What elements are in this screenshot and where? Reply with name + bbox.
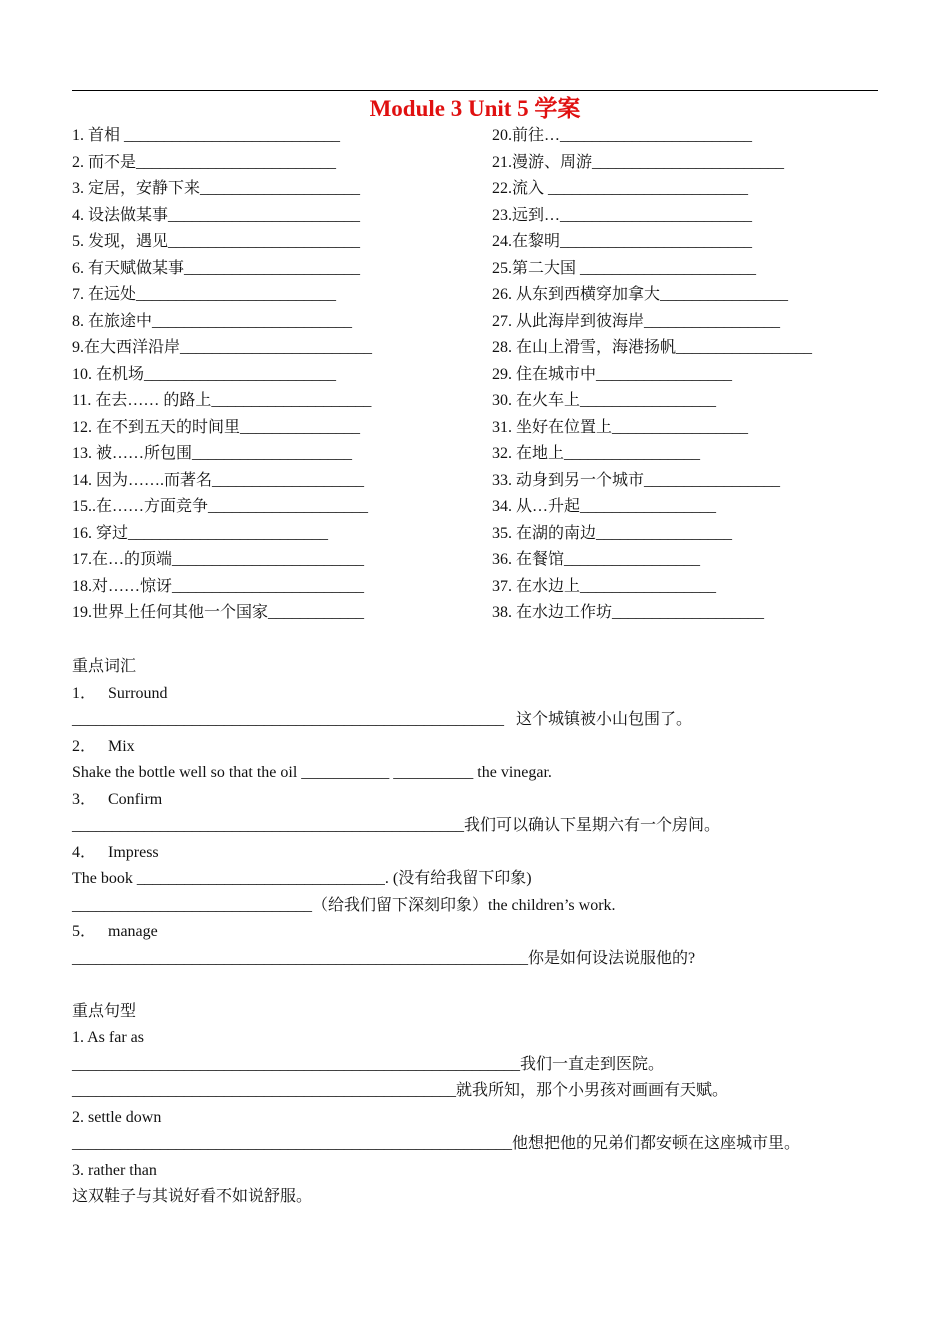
key-vocab-line: 2． Mix <box>72 737 135 755</box>
key-sentences-heading: 重点句型 <box>72 1002 137 1020</box>
vocab-item: 32. 在地上_________________ <box>492 445 701 462</box>
vocab-item: 21.漫游、周游________________________ <box>492 153 785 171</box>
vocab-item: 38. 在水边工作坊___________________ <box>492 604 765 621</box>
key-sentence-line: 这双鞋子与其说好看不如说舒服。 <box>72 1188 313 1205</box>
key-sentence-line: ________________________________________________就我所知，那个小男孩对画画有天赋。 <box>72 1082 729 1099</box>
vocab-item: 20.前往…________________________ <box>492 127 753 144</box>
vocab-item: 8. 在旅途中_________________________ <box>72 312 353 330</box>
vocab-item: 11. 在去…… 的路上____________________ <box>72 392 372 409</box>
vocab-item: 5. 发现，遇见________________________ <box>72 233 361 250</box>
vocab-item: 35. 在湖的南边_________________ <box>492 524 733 542</box>
vocab-item: 4. 设法做某事________________________ <box>72 206 361 224</box>
key-vocab-line: 3． Confirm <box>72 790 163 808</box>
vocab-item: 18.对……惊讶________________________ <box>72 577 365 595</box>
key-sections <box>72 654 892 1211</box>
vocab-item: 34. 从…升起_________________ <box>492 498 717 515</box>
vocab-item: 16. 穿过_________________________ <box>72 524 329 542</box>
vocab-item: 9.在大西洋沿岸________________________ <box>72 339 373 356</box>
vocab-item: 31. 坐好在位置上_________________ <box>492 418 749 436</box>
key-sentence-line: 3. rather than <box>72 1161 157 1179</box>
key-vocab-heading: 重点词汇 <box>72 658 137 675</box>
top-rule <box>72 90 878 91</box>
vocab-item: 2. 而不是_________________________ <box>72 153 337 171</box>
section-gap <box>72 972 892 999</box>
vocab-item: 24.在黎明________________________ <box>492 233 753 250</box>
vocab-item: 27. 从此海岸到彼海岸_________________ <box>492 312 781 330</box>
vocab-item: 28. 在山上滑雪，海港扬帆_________________ <box>492 339 813 356</box>
vocab-item: 36. 在餐馆_________________ <box>492 551 701 568</box>
key-vocab-line: 4． Impress <box>72 843 159 861</box>
vocab-item: 25.第二大国 ______________________ <box>492 259 757 277</box>
key-sentence-line: ________________________________________________________我们一直走到医院。 <box>72 1055 665 1073</box>
key-sentence-line: 2. settle down <box>72 1108 162 1126</box>
vocab-item: 17.在…的顶端________________________ <box>72 551 365 568</box>
key-vocab-line: 5． manage <box>72 923 158 940</box>
key-vocab-line: _________________________________________________________你是如何设法说服他的? <box>72 949 696 967</box>
key-vocab-line: ______________________________（给我们留下深刻印象）the children’s work. <box>72 896 616 914</box>
key-vocab-line: Shake the bottle well so that the oil ___________ __________ the vinegar. <box>72 764 552 781</box>
vocab-item: 6. 有天赋做某事______________________ <box>72 259 361 277</box>
key-vocab-line: ______________________________________________________ 这个城镇被小山包围了。 <box>72 711 693 728</box>
vocab-item: 15..在……方面竞争____________________ <box>72 498 369 515</box>
key-vocab-line: The book _______________________________. (没有给我留下印象) <box>72 870 532 887</box>
key-vocab-line: _________________________________________________我们可以确认下星期六有一个房间。 <box>72 817 721 834</box>
vocab-item: 13. 被……所包围____________________ <box>72 445 353 462</box>
vocab-item: 1. 首相 ___________________________ <box>72 127 341 144</box>
vocab-item: 33. 动身到另一个城市_________________ <box>492 471 781 489</box>
vocab-item: 19.世界上任何其他一个国家____________ <box>72 604 365 621</box>
key-vocab-line: 1． Surround <box>72 684 168 702</box>
page-title: Module 3 Unit 5 学案 <box>369 96 581 121</box>
key-sentence-line: 1. As far as <box>72 1029 144 1046</box>
vocab-item: 12. 在不到五天的时间里_______________ <box>72 418 361 436</box>
vocab-item: 3. 定居，安静下来____________________ <box>72 180 361 197</box>
vocab-item: 10. 在机场________________________ <box>72 365 337 383</box>
vocab-column-right <box>492 123 812 627</box>
vocab-item: 37. 在水边上_________________ <box>492 577 717 595</box>
key-sentence-line: _______________________________________________________他想把他的兄弟们都安顿在这座城市里。 <box>72 1135 801 1152</box>
vocab-item: 29. 住在城市中_________________ <box>492 365 733 383</box>
vocab-item: 14. 因为…….而著名___________________ <box>72 471 365 489</box>
vocab-column-left <box>72 123 372 627</box>
vocab-item: 26. 从东到西横穿加拿大________________ <box>492 286 789 303</box>
vocab-item: 23.远到…________________________ <box>492 206 753 224</box>
vocab-item: 22.流入 _________________________ <box>492 180 749 197</box>
vocab-item: 7. 在远处_________________________ <box>72 286 337 303</box>
vocab-item: 30. 在火车上_________________ <box>492 392 717 409</box>
